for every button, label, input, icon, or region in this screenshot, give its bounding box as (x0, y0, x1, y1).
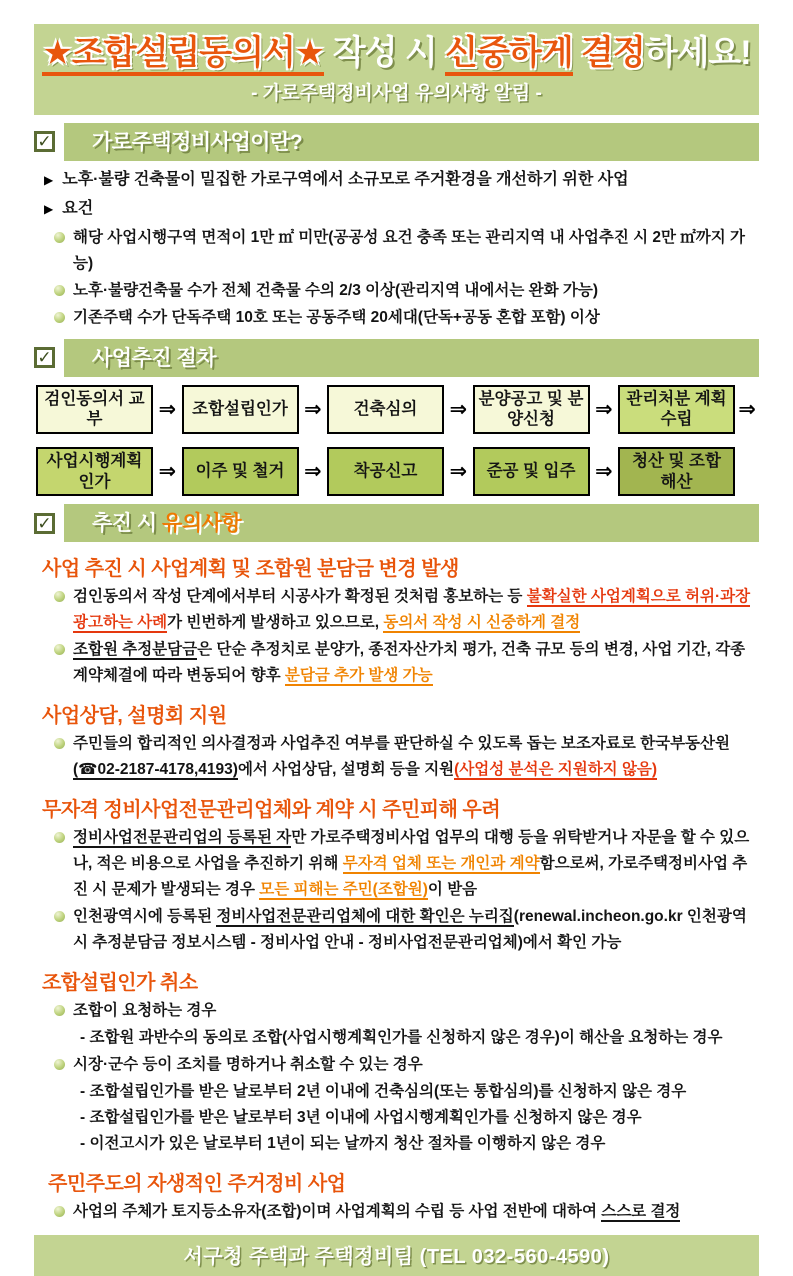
dot-bullet-icon (54, 738, 65, 749)
list-item (54, 305, 759, 331)
subsection-title: 사업 추진 시 사업계획 및 조합원 분담금 변경 발생 (42, 558, 459, 581)
list-item (54, 904, 759, 956)
text-segment: 함으로써, 가로주택정비사업 추진 시 문제가 발생되는 경우 (73, 855, 748, 899)
text-segment: 동의서 작성 시 신중하게 결정 (383, 614, 581, 632)
list-item (54, 1199, 759, 1225)
list-item-text (73, 1199, 680, 1225)
list-item-text: 시장·군수 등이 조치를 명하거나 취소할 수 있는 경우 (73, 1056, 423, 1074)
list-item-text: 노후·불량건축물 수가 전체 건축물 수의 2/3 이상(관리지역 내에서는 완화 가능) (73, 281, 598, 299)
text-segment: (renewal.incheon.go.kr 인천광역시 추정분담금 정보시스템 - 정비사업 안내 - 정비사업전문관리업체)에서 확인 가능 (73, 908, 747, 952)
text-segment: 주민들의 합리적인 의사결정과 사업추진 여부를 판단하실 수 있도록 돕는 보조자료로 한국부동산원 (73, 735, 730, 753)
text-segment: 불확실한 사업계획으로 허위·과장 광고하는 사례 (73, 588, 751, 632)
dot-bullet-icon (54, 591, 65, 602)
list-item-text (73, 825, 759, 903)
flow-arrow-icon: ⇒ (158, 460, 177, 484)
flow-step: 건축심의 (327, 385, 444, 434)
list-item-text (73, 584, 759, 636)
list-item (54, 825, 759, 903)
section-header-notice (34, 504, 759, 542)
text-segment: 스스로 결정 (601, 1203, 681, 1221)
text-segment: (☎02-2187-4178,4193) (73, 761, 238, 779)
dot-bullet-icon (54, 312, 65, 323)
flow-step: 준공 및 입주 (473, 447, 590, 496)
list-item (54, 278, 759, 304)
section-header-about (34, 123, 759, 161)
subsection-title: 조합설립인가 취소 (42, 972, 198, 995)
text-segment: 추진 시 (92, 512, 163, 536)
list-item-text (73, 904, 759, 956)
dot-bullet-icon (54, 644, 65, 655)
dot-bullet-icon (54, 832, 65, 843)
dot-bullet-icon (54, 285, 65, 296)
section-title-process: 사업추진 절차 (64, 339, 759, 377)
list-item (44, 196, 759, 222)
text-segment: 조합원 추정분담금 (73, 641, 198, 659)
checkbox-icon: ✓ (34, 347, 55, 368)
dot-bullet-icon (54, 1059, 65, 1070)
sub-list-item: - 조합설립인가를 받은 날로부터 2년 이내에 건축심의(또는 통합심의)를 신청하지 않은 경우 (80, 1083, 687, 1101)
section-header-process (34, 339, 759, 377)
text-segment: 이 받음 (427, 881, 478, 899)
dot-bullet-icon (54, 911, 65, 922)
text-segment: 인천광역시에 등록된 (73, 908, 217, 926)
text-segment: 무자격 업체 또는 개인과 계약 (342, 855, 540, 873)
text-segment: 신중하게 (445, 34, 572, 76)
text-segment: 사업의 주체가 토지등소유자(조합)이며 사업계획의 수립 등 사업 전반에 대하여 (73, 1203, 602, 1221)
page-subtitle: - 가로주택정비사업 유의사항 알림 - (251, 82, 542, 104)
flow-arrow-icon: ⇒ (594, 397, 613, 421)
flow-arrow-icon: ⇒ (158, 397, 177, 421)
flow-step: 청산 및 조합 해산 (618, 447, 735, 496)
flow-arrow-icon: ⇒ (449, 397, 468, 421)
dot-bullet-icon (54, 232, 65, 243)
list-item-text: 요건 (62, 199, 94, 217)
text-segment: (사업성 분석은 지원하지 않음) (454, 761, 658, 779)
footer-bar (34, 1235, 759, 1276)
list-item (54, 637, 759, 689)
list-item (54, 998, 759, 1024)
subsection-title: 무자격 정비사업전문관리업체와 계약 시 주민피해 우려 (42, 799, 501, 822)
flow-arrow-icon: ⇒ (449, 460, 468, 484)
list-item (54, 225, 759, 277)
checkbox-icon: ✓ (34, 131, 55, 152)
text-segment: 가 빈번하게 발생하고 있으므로, (167, 614, 384, 632)
text-segment: 하세요! (644, 34, 751, 72)
list-item (44, 167, 759, 193)
flow-arrow-icon: ⇒ (303, 460, 322, 484)
section-title-notice (64, 504, 759, 542)
checkbox-icon: ✓ (34, 513, 55, 534)
flow-step: 조합설립인가 (182, 385, 299, 434)
text-segment: 작성 시 (324, 34, 446, 72)
text-segment: 만 가로주택정비사업 업무의 대행 등을 위탁받거나 자문을 할 수 있으나, 적은 비용으로 사업을 추진하기 위해 (73, 829, 750, 873)
sub-list-item: - 이전고시가 있은 날로부터 1년이 되는 날까지 청산 절차를 이행하지 않은 경우 (80, 1135, 606, 1153)
triangle-bullet-icon: ▶ (44, 201, 54, 216)
process-flow-row-1 (36, 385, 759, 434)
list-item-text: 해당 사업시행구역 면적이 1만 ㎡ 미만(공공성 요건 충족 또는 관리지역 내 사업추진 시 2만 ㎡까지 가능) (73, 228, 746, 272)
flow-step: 착공신고 (327, 447, 444, 496)
text-segment: ★조합설립동의서★ (42, 34, 324, 76)
sub-list-item: - 조합설립인가를 받은 날로부터 3년 이내에 사업시행계획인가를 신청하지 않은 경우 (80, 1109, 642, 1127)
process-flow-row-2 (36, 447, 759, 496)
text-segment: 유의사항 (162, 512, 242, 536)
text-segment: 에서 사업상담, 설명회 등을 지원 (237, 761, 455, 779)
text-segment: 정비사업전문관리업체에 대한 확인은 누리집 (216, 908, 514, 926)
triangle-bullet-icon: ▶ (44, 172, 54, 187)
flow-arrow-icon: ⇒ (594, 460, 613, 484)
section-title-about: 가로주택정비사업이란? (64, 123, 759, 161)
text-segment: 분담금 추가 발생 가능 (284, 667, 433, 685)
subsection-title: 주민주도의 자생적인 주거정비 사업 (48, 1173, 346, 1196)
dot-bullet-icon (54, 1005, 65, 1016)
flow-arrow-icon: ⇒ (303, 397, 322, 421)
list-item-text: 조합이 요청하는 경우 (73, 1002, 217, 1020)
flow-arrow-spacer (735, 447, 759, 496)
flow-arrow-icon: ⇒ (738, 397, 756, 421)
flow-step: 사업시행계획 인가 (36, 447, 153, 496)
subsection-title: 사업상담, 설명회 지원 (42, 705, 227, 728)
sub-list-item: - 조합원 과반수의 동의로 조합(사업시행계획인가를 신청하지 않은 경우)이 해산을 요청하는 경우 (80, 1029, 723, 1047)
flow-step: 이주 및 철거 (182, 447, 299, 496)
flow-step: 검인동의서 교부 (36, 385, 153, 434)
text-segment: 모든 피해는 주민(조합원) (259, 881, 428, 899)
flow-step: 분양공고 및 분양신청 (473, 385, 590, 434)
list-item-text: 기존주택 수가 단독주택 10호 또는 공동주택 20세대(단독+공동 혼합 포함) 이상 (73, 308, 600, 326)
text-segment: 검인동의서 작성 단계에서부터 시공사가 확정된 것처럼 홍보하는 등 (73, 588, 527, 606)
dot-bullet-icon (54, 1206, 65, 1217)
list-item (54, 731, 759, 783)
list-item-text (73, 731, 759, 783)
list-item-text: 노후·불량 건축물이 밀집한 가로구역에서 소규모로 주거환경을 개선하기 위한 사업 (62, 170, 629, 188)
footer-contact: 서구청 주택과 주택정비팀 (TEL 032-560-4590) (183, 1246, 610, 1269)
banner (34, 24, 759, 115)
list-item (54, 1052, 759, 1078)
list-item (54, 584, 759, 636)
text-segment: 정비사업전문관리업의 등록된 자 (73, 829, 292, 847)
text-segment: 은 단순 추정치로 분양가, 종전자산가치 평가, 건축 규모 등의 변경, 사업 기간, 각종 계약체결에 따라 변동되어 향후 (73, 641, 746, 685)
list-item-text (73, 637, 759, 689)
page-title (38, 33, 755, 74)
flow-step: 관리처분 계획 수립 (618, 385, 735, 434)
text-segment: 결정 (572, 34, 645, 72)
